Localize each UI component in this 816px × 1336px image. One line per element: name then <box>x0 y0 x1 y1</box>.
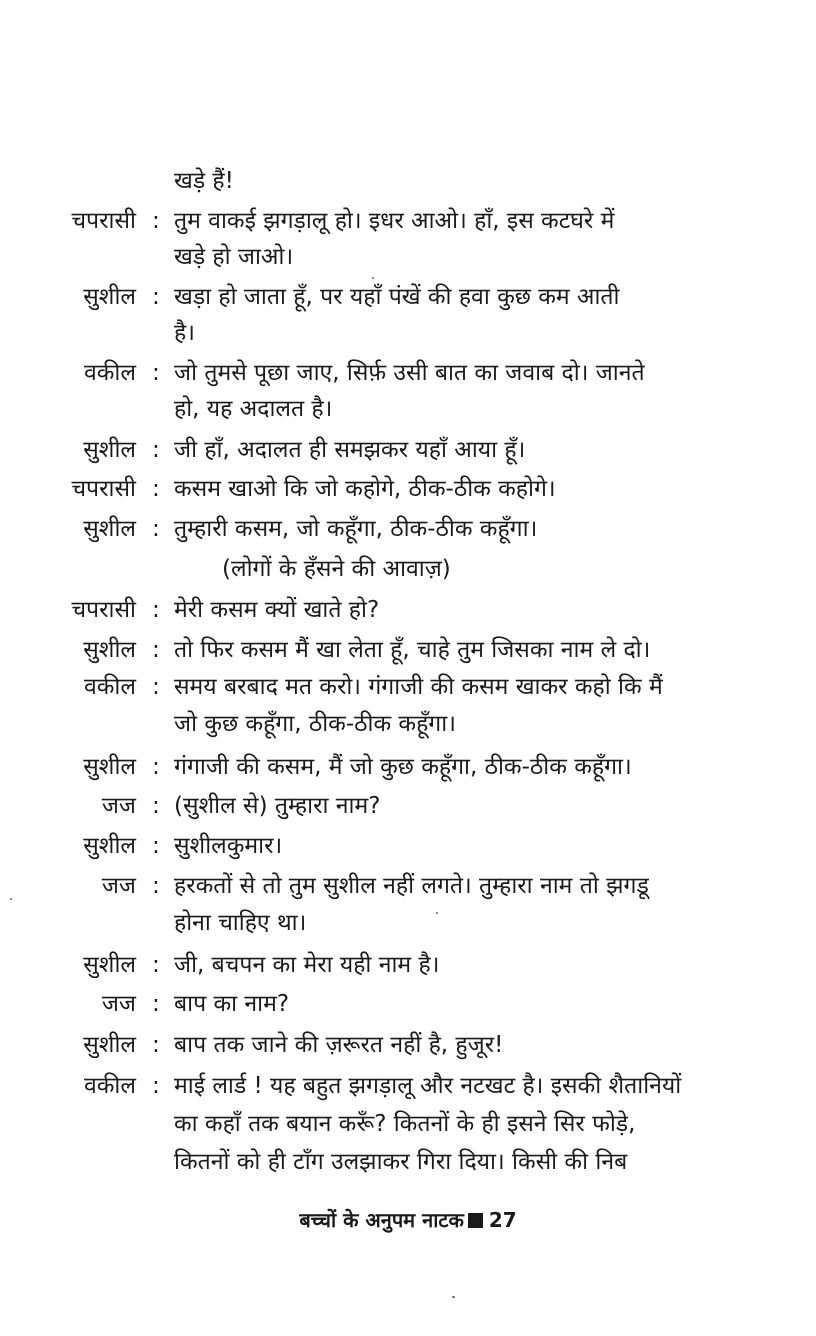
dialogue-line <box>0 867 816 905</box>
speaker-colon: : <box>152 674 160 700</box>
dialogue-line <box>0 1026 816 1064</box>
speaker-name: सुशील <box>83 1032 136 1058</box>
speaker-name: सुशील <box>83 284 136 310</box>
speck-mark <box>372 277 374 279</box>
speaker-name: वकील <box>83 674 136 700</box>
speaker-colon: : <box>152 873 160 899</box>
dialogue-text: बाप तक जाने की ज़रूरत नहीं है, हुजूर! <box>174 1032 504 1058</box>
speaker-name: सुशील <box>83 754 136 780</box>
dialogue-text: जी हाँ, अदालत ही समझकर यहाँ आया हूँ। <box>174 437 526 463</box>
dialogue-text: खड़ा हो जाता हूँ, पर यहाँ पंखें की हवा कुछ कम आती <box>174 284 620 310</box>
dialogue-line <box>0 748 816 786</box>
dialogue-line <box>0 238 816 276</box>
stage-direction: (लोगों के हँसने की आवाज़) <box>222 556 451 582</box>
dialogue-text: तुम्हारी कसम, जो कहूँगा, ठीक-ठीक कहूँगा। <box>174 516 538 542</box>
dialogue-text: सुशीलकुमार। <box>174 833 283 859</box>
speaker-colon: : <box>152 476 160 502</box>
book-title: बच्चों के अनुपम नाटक <box>299 1208 464 1232</box>
dialogue-line <box>0 431 816 469</box>
dialogue-line <box>0 390 816 428</box>
speaker-name: सुशील <box>83 833 136 859</box>
speaker-name: जज <box>101 793 136 819</box>
page-footer <box>0 1206 816 1234</box>
dialogue-text: समय बरबाद मत करो। गंगाजी की कसम खाकर कहो कि मैं <box>174 674 663 700</box>
speaker-colon: : <box>152 793 160 819</box>
stage-direction-line <box>0 550 816 588</box>
dialogue-text: जी, बचपन का मेरा यही नाम है। <box>174 952 440 978</box>
dialogue-text: मेरी कसम क्यों खाते हो? <box>174 597 380 623</box>
dialogue-text: खड़े हो जाओ। <box>174 244 294 270</box>
speaker-colon: : <box>152 437 160 463</box>
speck-mark <box>10 898 12 900</box>
speaker-name: जज <box>101 873 136 899</box>
dialogue-text: जो तुमसे पूछा जाए, सिर्फ़ उसी बात का जवाब दो। जानते <box>174 360 645 386</box>
speaker-colon: : <box>152 597 160 623</box>
speaker-name: सुशील <box>83 952 136 978</box>
speck-mark <box>436 912 438 914</box>
dialogue-line <box>0 162 816 200</box>
speaker-colon: : <box>152 952 160 978</box>
speaker-colon: : <box>152 208 160 234</box>
dialogue-line <box>0 1105 816 1143</box>
dialogue-text: जो कुछ कहूँगा, ठीक-ठीक कहूँगा। <box>174 711 456 737</box>
speaker-name: वकील <box>83 360 136 386</box>
dialogue-text: है। <box>174 320 195 346</box>
dialogue-text: माई लार्ड ! यह बहुत झगड़ालू और नटखट है। इसकी शैतानियों <box>174 1073 682 1099</box>
dialogue-line <box>0 1143 816 1181</box>
dialogue-text: हो, यह अदालत है। <box>174 396 333 422</box>
speaker-name: सुशील <box>83 516 136 542</box>
dialogue-line <box>0 985 816 1023</box>
page-number: 27 <box>488 1208 517 1232</box>
speaker-colon: : <box>152 1073 160 1099</box>
dialogue-line <box>0 827 816 865</box>
speaker-name: जज <box>101 991 136 1017</box>
dialogue-line <box>0 1067 816 1105</box>
speaker-name: वकील <box>83 1073 136 1099</box>
dialogue-text: गंगाजी की कसम, मैं जो कुछ कहूँगा, ठीक-ठीक कहूँगा। <box>174 754 632 780</box>
dialogue-text: (सुशील से) तुम्हारा नाम? <box>174 793 381 819</box>
dialogue-text: तो फिर कसम मैं खा लेता हूँ, चाहे तुम जिसका नाम ले दो। <box>174 637 651 663</box>
dialogue-line <box>0 631 816 669</box>
dialogue-text: कितनों को ही टाँग उलझाकर गिरा दिया। किसी की निब <box>174 1149 628 1175</box>
dialogue-line <box>0 354 816 392</box>
speck-mark <box>452 1296 455 1298</box>
speaker-colon: : <box>152 991 160 1017</box>
speaker-colon: : <box>152 833 160 859</box>
dialogue-line <box>0 591 816 629</box>
speaker-colon: : <box>152 516 160 542</box>
speaker-colon: : <box>152 754 160 780</box>
dialogue-text: तुम वाकई झगड़ालू हो। इधर आओ। हाँ, इस कटघरे में <box>174 208 615 234</box>
speaker-name: सुशील <box>83 437 136 463</box>
dialogue-line <box>0 946 816 984</box>
dialogue-line <box>0 705 816 743</box>
speaker-colon: : <box>152 637 160 663</box>
speaker-name: चपरासी <box>71 208 136 234</box>
speaker-colon: : <box>152 284 160 310</box>
dialogue-line <box>0 314 816 352</box>
speaker-colon: : <box>152 1032 160 1058</box>
dialogue-text: होना चाहिए था। <box>174 910 307 936</box>
dialogue-text: का कहाँ तक बयान करूँ? कितनों के ही इसने सिर फोड़े, <box>174 1111 636 1137</box>
dialogue-text: बाप का नाम? <box>174 991 290 1017</box>
dialogue-text: हरकतों से तो तुम सुशील नहीं लगते। तुम्हारा नाम तो झगडू <box>174 873 649 899</box>
dialogue-line <box>0 787 816 825</box>
dialogue-line <box>0 202 816 240</box>
dialogue-line <box>0 668 816 706</box>
dialogue-line <box>0 470 816 508</box>
speaker-name: सुशील <box>83 637 136 663</box>
speaker-name: चपरासी <box>71 476 136 502</box>
dialogue-line <box>0 904 816 942</box>
speaker-name: चपरासी <box>71 597 136 623</box>
dialogue-text: खड़े हैं! <box>174 168 234 194</box>
dialogue-text: कसम खाओ कि जो कहोगे, ठीक-ठीक कहोगे। <box>174 476 556 502</box>
dialogue-line <box>0 278 816 316</box>
speaker-colon: : <box>152 360 160 386</box>
dialogue-line <box>0 510 816 548</box>
square-bullet-icon <box>468 1213 483 1228</box>
